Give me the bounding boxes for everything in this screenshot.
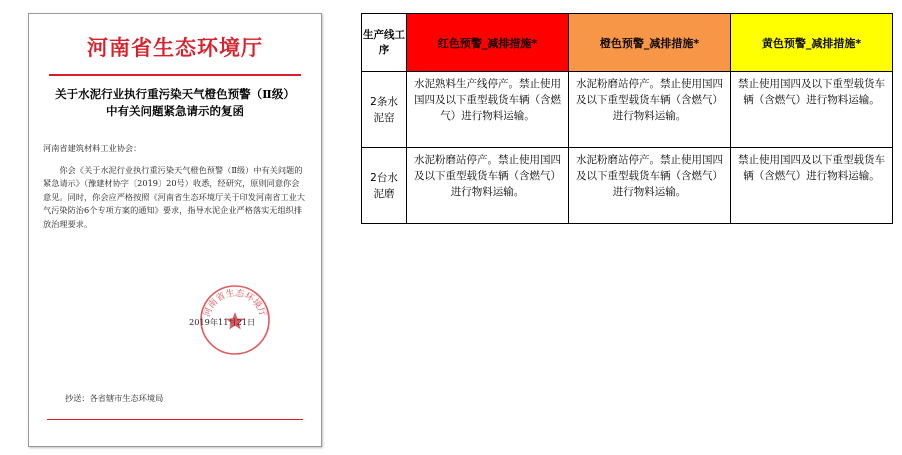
letter-cc: 抄送：各省辖市生态环境局 — [65, 393, 164, 403]
letter-date: 2019年11月21日 — [189, 317, 256, 327]
letter-title-line-2: 中有关问题紧急请示的复函 — [106, 104, 244, 118]
header-yellow-alert: 黄色预警_减排措施* — [731, 14, 893, 72]
letter-header: 河南省生态环境厅 — [87, 35, 263, 60]
svg-text:河南省生态环境厅: 河南省生态环境厅 — [202, 288, 268, 319]
letter-body — [43, 142, 307, 231]
letter-paragraph: 你会《关于水泥行业执行重污染天气橙色预警（Ⅱ级）中有关问题的紧急请示》（豫建材协字〔2019〕20号）收悉，经研究，原则同意你会意见。同时，你会应严格按照《河南省生态环境厅关于印发河南省工业大气污染防治6个专项方案的通知》要求，指导水泥企业严格落实无组织排放治理要求。 — [43, 164, 306, 229]
official-letter-document — [28, 13, 322, 447]
footer-red-rule — [47, 419, 303, 420]
table-cell: 水泥粉磨站停产。禁止使用国四及以下重型载货车辆（含燃气）进行物料运输。 — [407, 148, 569, 224]
header-red-alert: 红色预警_减排措施* — [407, 14, 569, 72]
row-process-cell: 2条水泥窑 — [362, 72, 407, 148]
emission-measures-table — [361, 13, 893, 224]
table-cell: 禁止使用国四及以下重型载货车辆（含燃气）进行物料运输。 — [731, 72, 893, 148]
header-process: 生产线工序 — [362, 14, 407, 72]
header-red-rule — [49, 74, 301, 76]
table-cell: 水泥粉磨站停产。禁止使用国四及以下重型载货车辆（含燃气）进行物料运输。 — [569, 72, 731, 148]
row-process-cell: 2台水泥磨 — [362, 148, 407, 224]
letter-addressee: 河南省建筑材料工业协会： — [43, 143, 142, 153]
letter-title — [39, 86, 311, 120]
table-header-row — [362, 14, 893, 72]
table-cell: 水泥粉磨站停产。禁止使用国四及以下重型载货车辆（含燃气）进行物料运输。 — [569, 148, 731, 224]
letter-title-line-1: 关于水泥行业执行重污染天气橙色预警（Ⅱ级） — [55, 87, 295, 101]
header-orange-alert: 橙色预警_减排措施* — [569, 14, 731, 72]
table-cell: 禁止使用国四及以下重型载货车辆（含燃气）进行物料运输。 — [731, 148, 893, 224]
table-cell: 水泥熟料生产线停产。禁止使用国四及以下重型载货车辆（含燃气）进行物料运输。 — [407, 72, 569, 148]
table-row — [362, 148, 893, 224]
table-row — [362, 72, 893, 148]
